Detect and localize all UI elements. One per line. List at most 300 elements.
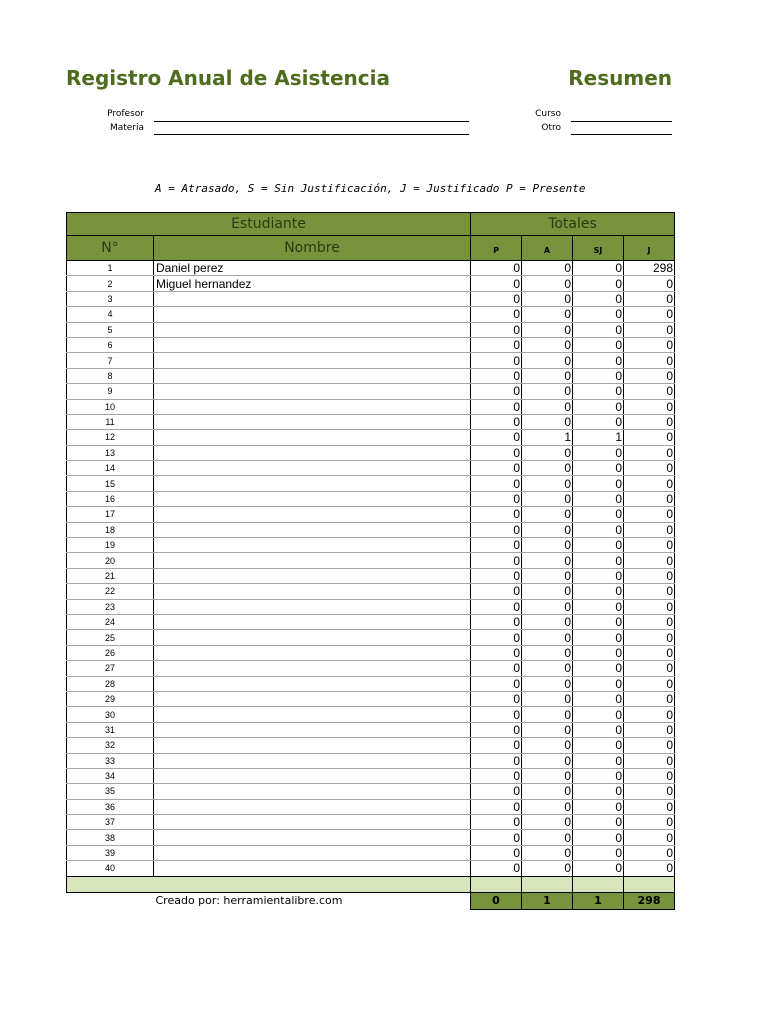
p-cell[interactable]: 0 xyxy=(471,568,522,583)
a-cell[interactable]: 0 xyxy=(522,738,573,753)
student-name-cell[interactable] xyxy=(154,568,471,583)
a-cell[interactable]: 0 xyxy=(522,322,573,337)
a-cell[interactable]: 0 xyxy=(522,799,573,814)
p-cell[interactable]: 0 xyxy=(471,384,522,399)
student-name-cell[interactable] xyxy=(154,676,471,691)
p-cell[interactable]: 0 xyxy=(471,768,522,783)
table-row xyxy=(67,707,675,722)
table-row xyxy=(67,553,675,568)
j-cell[interactable]: 0 xyxy=(624,768,675,783)
a-cell[interactable]: 0 xyxy=(522,414,573,429)
table-row xyxy=(67,307,675,322)
sj-cell[interactable]: 0 xyxy=(573,815,624,830)
student-name-cell[interactable] xyxy=(154,584,471,599)
sj-cell[interactable]: 0 xyxy=(573,599,624,614)
row-number: 31 xyxy=(67,722,154,737)
sj-cell[interactable]: 0 xyxy=(573,261,624,276)
table-row xyxy=(67,368,675,383)
sj-cell[interactable]: 0 xyxy=(573,676,624,691)
row-number: 40 xyxy=(67,861,154,876)
sj-cell[interactable]: 0 xyxy=(573,291,624,306)
p-cell[interactable]: 0 xyxy=(471,337,522,352)
row-number: 38 xyxy=(67,830,154,845)
j-cell[interactable]: 0 xyxy=(624,430,675,445)
p-cell[interactable]: 0 xyxy=(471,584,522,599)
table-row xyxy=(67,584,675,599)
table-row xyxy=(67,645,675,660)
table-row xyxy=(67,799,675,814)
j-cell[interactable]: 0 xyxy=(624,399,675,414)
p-cell[interactable]: 0 xyxy=(471,491,522,506)
row-number: 28 xyxy=(67,676,154,691)
row-number: 34 xyxy=(67,768,154,783)
j-cell[interactable]: 0 xyxy=(624,845,675,860)
j-cell[interactable]: 0 xyxy=(624,414,675,429)
table-row xyxy=(67,476,675,491)
j-cell[interactable]: 0 xyxy=(624,538,675,553)
a-cell[interactable]: 0 xyxy=(522,815,573,830)
table-row xyxy=(67,445,675,460)
a-cell[interactable]: 0 xyxy=(522,507,573,522)
j-cell[interactable]: 0 xyxy=(624,738,675,753)
a-cell[interactable]: 0 xyxy=(522,261,573,276)
p-cell[interactable]: 0 xyxy=(471,645,522,660)
student-name-cell[interactable] xyxy=(154,491,471,506)
p-cell[interactable]: 0 xyxy=(471,553,522,568)
table-row xyxy=(67,568,675,583)
student-name-cell[interactable] xyxy=(154,691,471,706)
col-a-header: A xyxy=(522,236,573,261)
total-j: 298 xyxy=(624,892,675,909)
a-cell[interactable]: 0 xyxy=(522,522,573,537)
otro-field[interactable] xyxy=(571,134,672,135)
summary-title: Resumen xyxy=(568,66,672,90)
p-cell[interactable]: 0 xyxy=(471,784,522,799)
table-row xyxy=(67,738,675,753)
sj-cell[interactable]: 0 xyxy=(573,507,624,522)
student-name-cell[interactable] xyxy=(154,645,471,660)
p-cell[interactable]: 0 xyxy=(471,307,522,322)
legend: A = Atrasado, S = Sin Justificación, J = Justificado P = Presente xyxy=(155,182,586,195)
sj-cell[interactable]: 0 xyxy=(573,553,624,568)
row-number: 27 xyxy=(67,661,154,676)
col-num-header: N° xyxy=(67,236,154,261)
table-row xyxy=(67,753,675,768)
sj-cell[interactable]: 0 xyxy=(573,307,624,322)
table-row xyxy=(67,599,675,614)
table-row xyxy=(67,538,675,553)
row-number: 2 xyxy=(67,276,154,291)
sj-cell[interactable]: 0 xyxy=(573,491,624,506)
student-name-cell[interactable] xyxy=(154,445,471,460)
group-totals-header: Totales xyxy=(471,213,675,236)
p-cell[interactable]: 0 xyxy=(471,507,522,522)
row-number: 4 xyxy=(67,307,154,322)
j-cell[interactable]: 0 xyxy=(624,522,675,537)
row-number: 13 xyxy=(67,445,154,460)
total-sj: 1 xyxy=(573,892,624,909)
p-cell[interactable]: 0 xyxy=(471,414,522,429)
j-cell[interactable]: 0 xyxy=(624,707,675,722)
row-number: 33 xyxy=(67,753,154,768)
footer-cell xyxy=(573,876,624,892)
student-name-cell[interactable] xyxy=(154,753,471,768)
row-number: 39 xyxy=(67,845,154,860)
p-cell[interactable]: 0 xyxy=(471,815,522,830)
j-cell[interactable]: 0 xyxy=(624,630,675,645)
sj-cell[interactable]: 0 xyxy=(573,738,624,753)
sj-cell[interactable]: 1 xyxy=(573,430,624,445)
table-row xyxy=(67,522,675,537)
a-cell[interactable]: 0 xyxy=(522,661,573,676)
table-row xyxy=(67,676,675,691)
curso-label: Curso xyxy=(535,109,561,119)
p-cell[interactable]: 0 xyxy=(471,445,522,460)
a-cell[interactable]: 0 xyxy=(522,584,573,599)
student-name-cell[interactable] xyxy=(154,368,471,383)
row-number: 32 xyxy=(67,738,154,753)
row-number: 3 xyxy=(67,291,154,306)
p-cell[interactable]: 0 xyxy=(471,353,522,368)
p-cell[interactable]: 0 xyxy=(471,291,522,306)
student-name-cell[interactable] xyxy=(154,399,471,414)
j-cell[interactable]: 0 xyxy=(624,676,675,691)
table-row xyxy=(67,261,675,276)
j-cell[interactable]: 0 xyxy=(624,584,675,599)
j-cell[interactable]: 0 xyxy=(624,368,675,383)
sj-cell[interactable]: 0 xyxy=(573,476,624,491)
j-cell[interactable]: 0 xyxy=(624,599,675,614)
student-name-cell[interactable] xyxy=(154,430,471,445)
row-number: 21 xyxy=(67,568,154,583)
footer-cell xyxy=(624,876,675,892)
a-cell[interactable]: 0 xyxy=(522,399,573,414)
sj-cell[interactable]: 0 xyxy=(573,707,624,722)
p-cell[interactable]: 0 xyxy=(471,261,522,276)
p-cell[interactable]: 0 xyxy=(471,614,522,629)
materia-label: Materia xyxy=(109,123,144,133)
student-name-cell[interactable]: Miguel hernandez xyxy=(154,276,471,291)
table-row xyxy=(67,614,675,629)
row-number: 17 xyxy=(67,507,154,522)
page-title: Registro Anual de Asistencia xyxy=(66,66,390,90)
row-number: 8 xyxy=(67,368,154,383)
a-cell[interactable]: 0 xyxy=(522,353,573,368)
p-cell[interactable]: 0 xyxy=(471,599,522,614)
a-cell[interactable]: 0 xyxy=(522,568,573,583)
footer-band xyxy=(67,876,471,892)
row-number: 15 xyxy=(67,476,154,491)
a-cell[interactable]: 0 xyxy=(522,368,573,383)
row-number: 10 xyxy=(67,399,154,414)
row-number: 35 xyxy=(67,784,154,799)
sj-cell[interactable]: 0 xyxy=(573,753,624,768)
p-cell[interactable]: 0 xyxy=(471,368,522,383)
sj-cell[interactable]: 0 xyxy=(573,830,624,845)
student-name-cell[interactable] xyxy=(154,738,471,753)
j-cell[interactable]: 0 xyxy=(624,815,675,830)
j-cell[interactable]: 0 xyxy=(624,784,675,799)
j-cell[interactable]: 0 xyxy=(624,661,675,676)
p-cell[interactable]: 0 xyxy=(471,399,522,414)
a-cell[interactable]: 0 xyxy=(522,845,573,860)
sj-cell[interactable]: 0 xyxy=(573,568,624,583)
p-cell[interactable]: 0 xyxy=(471,630,522,645)
student-name-cell[interactable] xyxy=(154,337,471,352)
sj-cell[interactable]: 0 xyxy=(573,784,624,799)
a-cell[interactable]: 0 xyxy=(522,630,573,645)
p-cell[interactable]: 0 xyxy=(471,522,522,537)
a-cell[interactable]: 0 xyxy=(522,445,573,460)
p-cell[interactable]: 0 xyxy=(471,799,522,814)
materia-field[interactable] xyxy=(154,134,469,135)
student-name-cell[interactable]: Daniel perez xyxy=(154,261,471,276)
j-cell[interactable]: 0 xyxy=(624,614,675,629)
a-cell[interactable]: 0 xyxy=(522,307,573,322)
sj-cell[interactable]: 0 xyxy=(573,399,624,414)
table-row xyxy=(67,784,675,799)
a-cell[interactable]: 0 xyxy=(522,491,573,506)
sj-cell[interactable]: 0 xyxy=(573,414,624,429)
j-cell[interactable]: 0 xyxy=(624,691,675,706)
a-cell[interactable]: 0 xyxy=(522,476,573,491)
p-cell[interactable]: 0 xyxy=(471,707,522,722)
a-cell[interactable]: 0 xyxy=(522,384,573,399)
p-cell[interactable]: 0 xyxy=(471,738,522,753)
sj-cell[interactable]: 0 xyxy=(573,845,624,860)
table-row xyxy=(67,861,675,876)
group-student-header: Estudiante xyxy=(67,213,471,236)
table-row xyxy=(67,815,675,830)
j-cell[interactable]: 0 xyxy=(624,353,675,368)
student-name-cell[interactable] xyxy=(154,722,471,737)
p-cell[interactable]: 0 xyxy=(471,322,522,337)
j-cell[interactable]: 0 xyxy=(624,291,675,306)
profesor-field[interactable] xyxy=(154,121,469,122)
sj-cell[interactable]: 0 xyxy=(573,722,624,737)
row-number: 29 xyxy=(67,691,154,706)
row-number: 30 xyxy=(67,707,154,722)
row-number: 26 xyxy=(67,645,154,660)
row-number: 23 xyxy=(67,599,154,614)
credit-text: Creado por: herramientalibre.com xyxy=(155,894,343,908)
student-name-cell[interactable] xyxy=(154,815,471,830)
j-cell[interactable]: 0 xyxy=(624,753,675,768)
j-cell[interactable]: 0 xyxy=(624,307,675,322)
sj-cell[interactable]: 0 xyxy=(573,461,624,476)
table-row xyxy=(67,845,675,860)
a-cell[interactable]: 0 xyxy=(522,691,573,706)
table-row xyxy=(67,661,675,676)
a-cell[interactable]: 0 xyxy=(522,276,573,291)
j-cell[interactable]: 0 xyxy=(624,553,675,568)
a-cell[interactable]: 0 xyxy=(522,645,573,660)
student-name-cell[interactable] xyxy=(154,307,471,322)
p-cell[interactable]: 0 xyxy=(471,476,522,491)
student-name-cell[interactable] xyxy=(154,507,471,522)
j-cell[interactable]: 0 xyxy=(624,276,675,291)
curso-field[interactable] xyxy=(571,121,672,122)
j-cell[interactable]: 0 xyxy=(624,830,675,845)
sj-cell[interactable]: 0 xyxy=(573,445,624,460)
table-row xyxy=(67,430,675,445)
table-row xyxy=(67,491,675,506)
p-cell[interactable]: 0 xyxy=(471,676,522,691)
p-cell[interactable]: 0 xyxy=(471,691,522,706)
j-cell[interactable]: 0 xyxy=(624,445,675,460)
sj-cell[interactable]: 0 xyxy=(573,799,624,814)
table-row xyxy=(67,722,675,737)
row-number: 24 xyxy=(67,614,154,629)
table-row xyxy=(67,353,675,368)
row-number: 1 xyxy=(67,261,154,276)
table-row xyxy=(67,691,675,706)
j-cell[interactable]: 0 xyxy=(624,645,675,660)
table-row xyxy=(67,768,675,783)
table-row xyxy=(67,291,675,306)
p-cell[interactable]: 0 xyxy=(471,538,522,553)
a-cell[interactable]: 0 xyxy=(522,461,573,476)
a-cell[interactable]: 0 xyxy=(522,830,573,845)
a-cell[interactable]: 0 xyxy=(522,337,573,352)
sj-cell[interactable]: 0 xyxy=(573,522,624,537)
a-cell[interactable]: 0 xyxy=(522,861,573,876)
student-name-cell[interactable] xyxy=(154,291,471,306)
table-row xyxy=(67,414,675,429)
table-row xyxy=(67,461,675,476)
student-name-cell[interactable] xyxy=(154,353,471,368)
student-name-cell[interactable] xyxy=(154,784,471,799)
j-cell[interactable]: 0 xyxy=(624,861,675,876)
j-cell[interactable]: 0 xyxy=(624,507,675,522)
row-number: 6 xyxy=(67,337,154,352)
a-cell[interactable]: 1 xyxy=(522,430,573,445)
table-row xyxy=(67,630,675,645)
sj-cell[interactable]: 0 xyxy=(573,630,624,645)
student-name-cell[interactable] xyxy=(154,661,471,676)
student-name-cell[interactable] xyxy=(154,614,471,629)
student-name-cell[interactable] xyxy=(154,845,471,860)
sj-cell[interactable]: 0 xyxy=(573,337,624,352)
student-name-cell[interactable] xyxy=(154,384,471,399)
p-cell[interactable]: 0 xyxy=(471,661,522,676)
table-row xyxy=(67,322,675,337)
row-number: 25 xyxy=(67,630,154,645)
row-number: 11 xyxy=(67,414,154,429)
student-name-cell[interactable] xyxy=(154,414,471,429)
j-cell[interactable]: 0 xyxy=(624,461,675,476)
sj-cell[interactable]: 0 xyxy=(573,368,624,383)
sj-cell[interactable]: 0 xyxy=(573,384,624,399)
sj-cell[interactable]: 0 xyxy=(573,584,624,599)
p-cell[interactable]: 0 xyxy=(471,461,522,476)
student-name-cell[interactable] xyxy=(154,322,471,337)
footer-cell xyxy=(471,876,522,892)
table-row xyxy=(67,337,675,352)
p-cell[interactable]: 0 xyxy=(471,722,522,737)
student-name-cell[interactable] xyxy=(154,476,471,491)
a-cell[interactable]: 0 xyxy=(522,553,573,568)
sj-cell[interactable]: 0 xyxy=(573,691,624,706)
student-name-cell[interactable] xyxy=(154,599,471,614)
sj-cell[interactable]: 0 xyxy=(573,861,624,876)
p-cell[interactable]: 0 xyxy=(471,430,522,445)
j-cell[interactable]: 0 xyxy=(624,476,675,491)
otro-label: Otro xyxy=(541,123,561,133)
p-cell[interactable]: 0 xyxy=(471,276,522,291)
student-name-cell[interactable] xyxy=(154,799,471,814)
a-cell[interactable]: 0 xyxy=(522,599,573,614)
a-cell[interactable]: 0 xyxy=(522,784,573,799)
sj-cell[interactable]: 0 xyxy=(573,614,624,629)
sj-cell[interactable]: 0 xyxy=(573,768,624,783)
col-j-header: J xyxy=(624,236,675,261)
j-cell[interactable]: 0 xyxy=(624,491,675,506)
j-cell[interactable]: 0 xyxy=(624,322,675,337)
row-number: 22 xyxy=(67,584,154,599)
table-row xyxy=(67,507,675,522)
student-name-cell[interactable] xyxy=(154,461,471,476)
student-name-cell[interactable] xyxy=(154,522,471,537)
student-name-cell[interactable] xyxy=(154,553,471,568)
sj-cell[interactable]: 0 xyxy=(573,645,624,660)
a-cell[interactable]: 0 xyxy=(522,722,573,737)
attendance-table xyxy=(66,212,675,910)
table-row xyxy=(67,384,675,399)
student-name-cell[interactable] xyxy=(154,630,471,645)
student-name-cell[interactable] xyxy=(154,768,471,783)
row-number: 37 xyxy=(67,815,154,830)
row-number: 14 xyxy=(67,461,154,476)
a-cell[interactable]: 0 xyxy=(522,538,573,553)
total-a: 1 xyxy=(522,892,573,909)
row-number: 12 xyxy=(67,430,154,445)
student-name-cell[interactable] xyxy=(154,707,471,722)
sj-cell[interactable]: 0 xyxy=(573,276,624,291)
sj-cell[interactable]: 0 xyxy=(573,322,624,337)
j-cell[interactable]: 0 xyxy=(624,384,675,399)
sj-cell[interactable]: 0 xyxy=(573,353,624,368)
a-cell[interactable]: 0 xyxy=(522,707,573,722)
p-cell[interactable]: 0 xyxy=(471,861,522,876)
j-cell[interactable]: 0 xyxy=(624,337,675,352)
row-number: 36 xyxy=(67,799,154,814)
a-cell[interactable]: 0 xyxy=(522,291,573,306)
profesor-label: Profesor xyxy=(107,109,144,119)
p-cell[interactable]: 0 xyxy=(471,845,522,860)
row-number: 20 xyxy=(67,553,154,568)
a-cell[interactable]: 0 xyxy=(522,753,573,768)
col-name-header: Nombre xyxy=(154,236,471,261)
row-number: 7 xyxy=(67,353,154,368)
row-number: 18 xyxy=(67,522,154,537)
j-cell[interactable]: 0 xyxy=(624,568,675,583)
student-name-cell[interactable] xyxy=(154,538,471,553)
p-cell[interactable]: 0 xyxy=(471,830,522,845)
sj-cell[interactable]: 0 xyxy=(573,661,624,676)
j-cell[interactable]: 0 xyxy=(624,722,675,737)
sj-cell[interactable]: 0 xyxy=(573,538,624,553)
a-cell[interactable]: 0 xyxy=(522,676,573,691)
p-cell[interactable]: 0 xyxy=(471,753,522,768)
a-cell[interactable]: 0 xyxy=(522,768,573,783)
a-cell[interactable]: 0 xyxy=(522,614,573,629)
j-cell[interactable]: 0 xyxy=(624,799,675,814)
student-name-cell[interactable] xyxy=(154,861,471,876)
student-name-cell[interactable] xyxy=(154,830,471,845)
table-row xyxy=(67,830,675,845)
j-cell[interactable]: 298 xyxy=(624,261,675,276)
